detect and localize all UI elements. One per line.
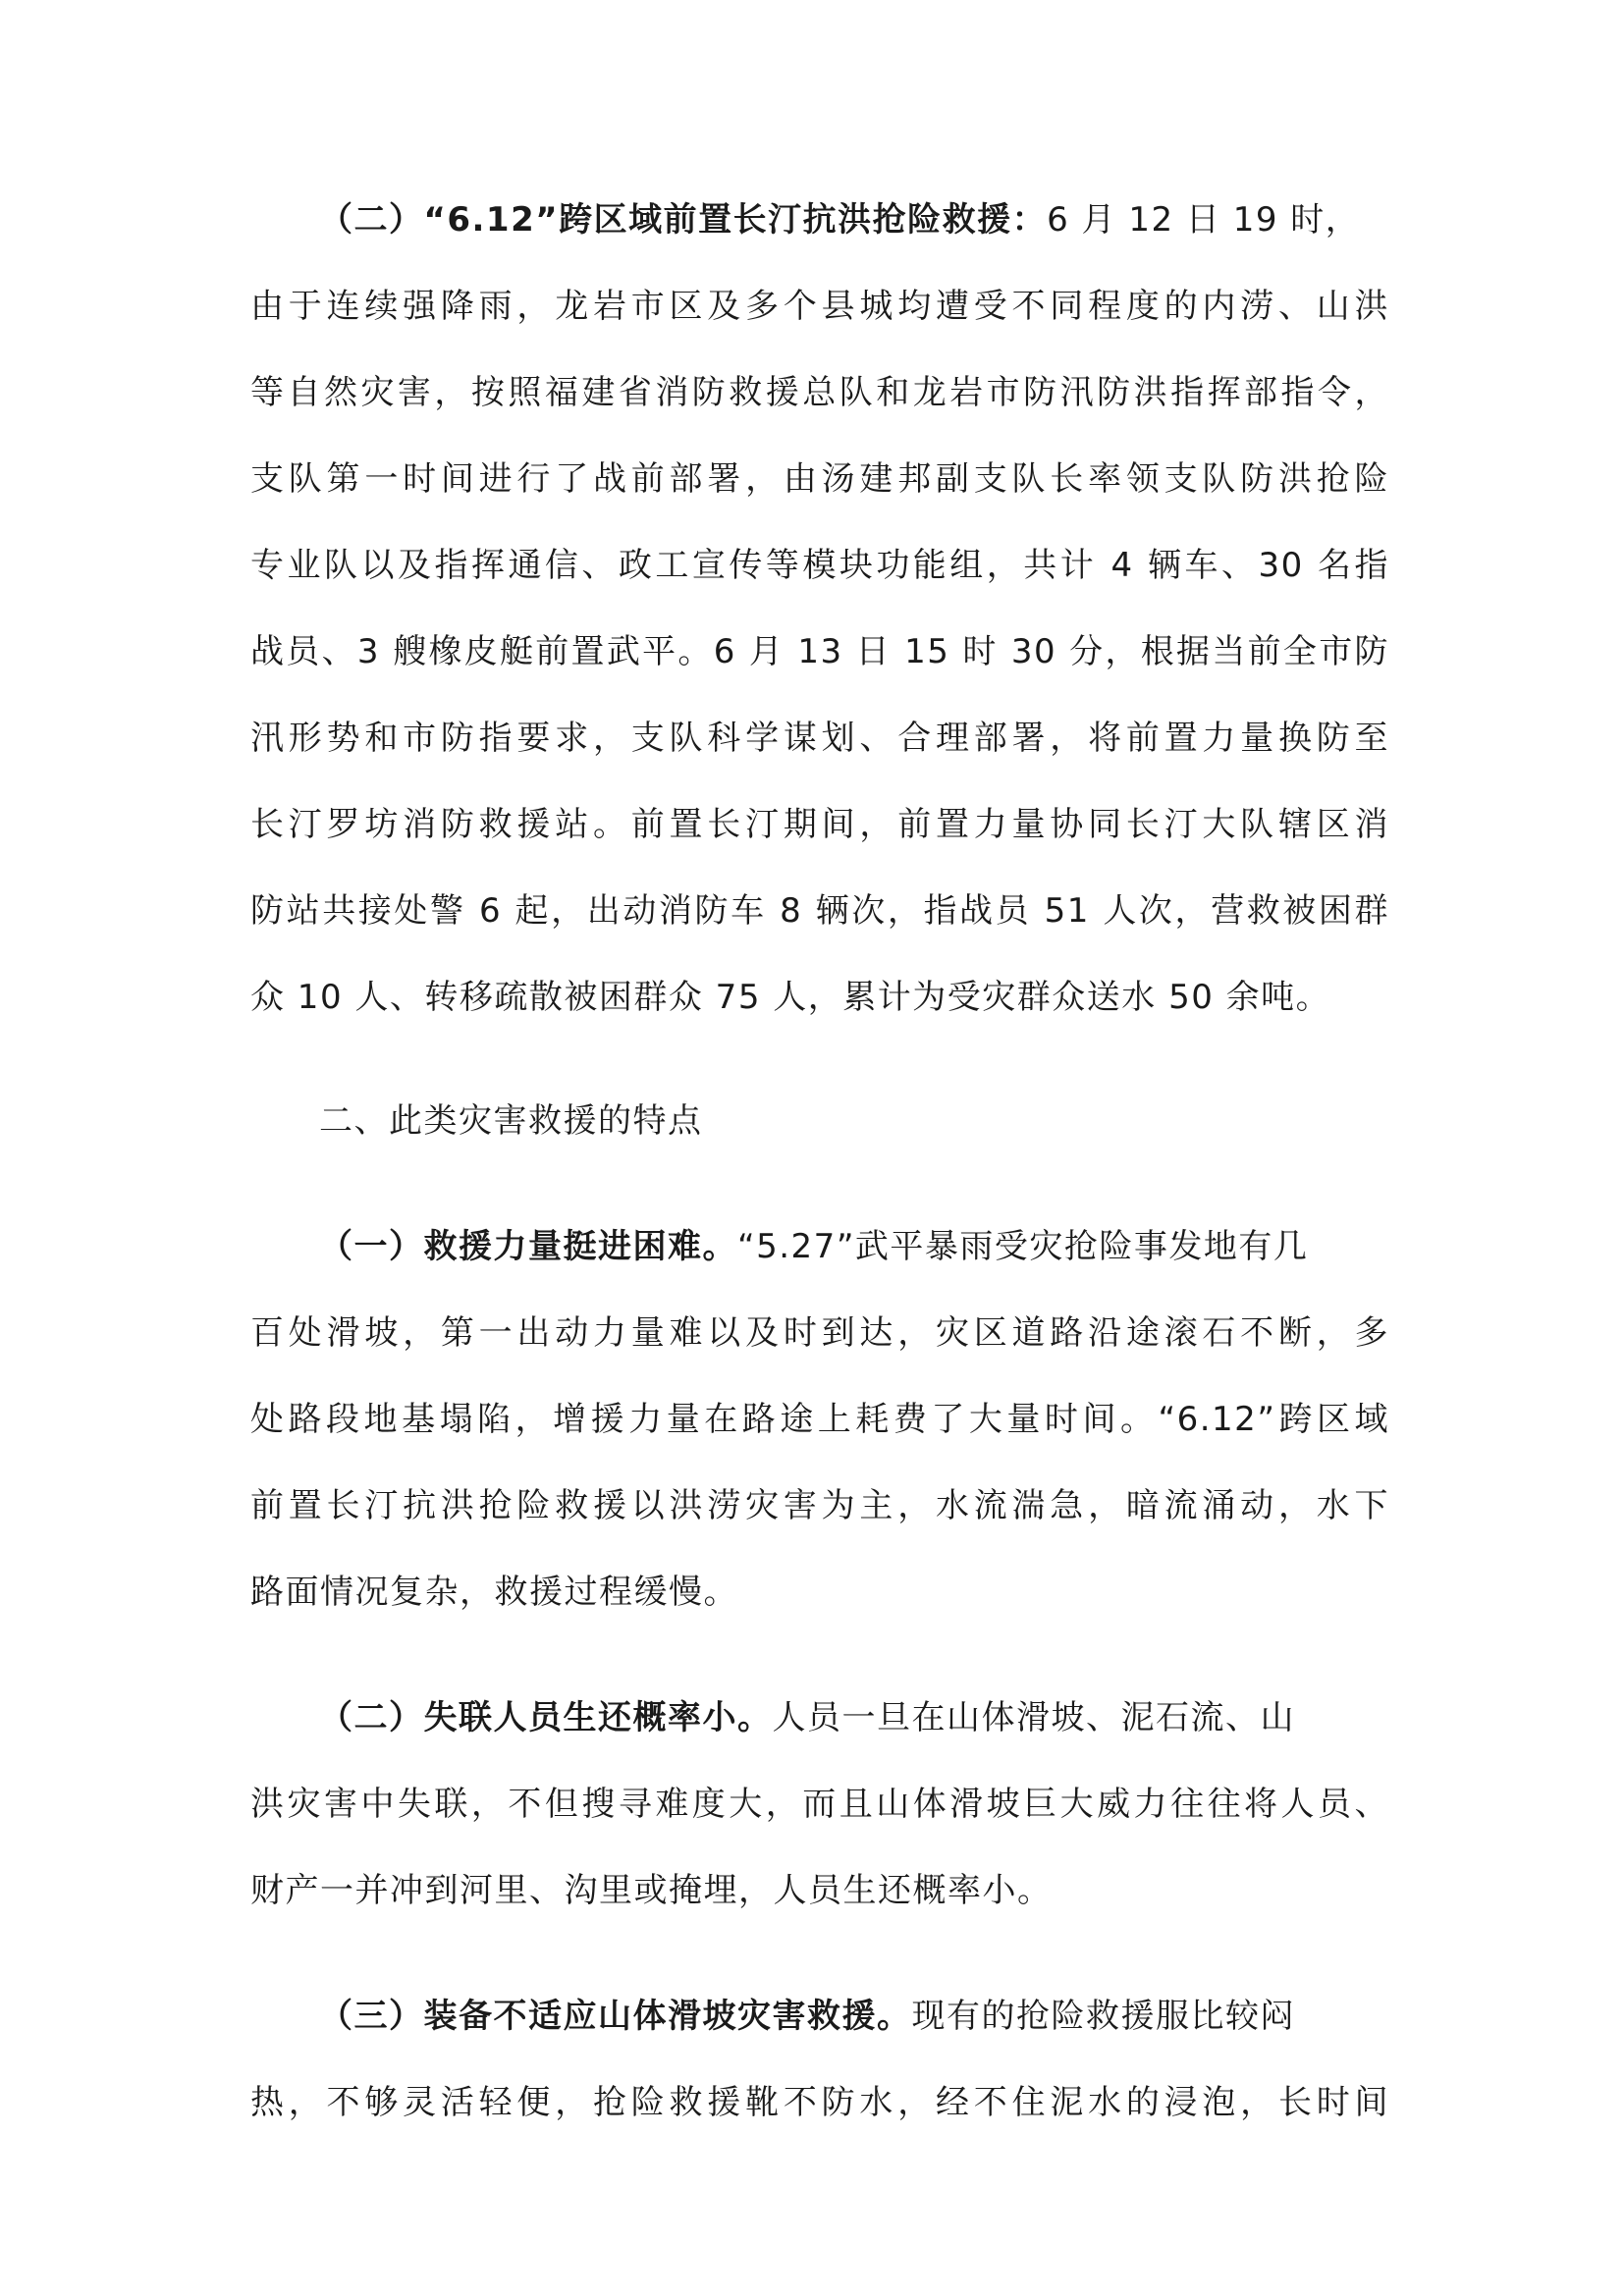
- section-title: 二、此类灾害救援的特点: [319, 1101, 703, 1141]
- paragraph-line: 洪灾害中失联，不但搜寻难度大，而且山体滑坡巨大威力往往将人员、: [250, 1785, 1389, 1824]
- paragraph-line: 路面情况复杂，救援过程缓慢。: [250, 1573, 738, 1612]
- line-text: “5.27”武平暴雨受灾抢险事发地有几: [737, 1227, 1309, 1266]
- paragraph-line: 支队第一时间进行了战前部署，由汤建邦副支队长率领支队防洪抢险: [250, 459, 1389, 499]
- paragraph-line: [319, 1696, 1458, 1739]
- paragraph-line: 众 10 人、转移疏散被困群众 75 人，累计为受灾群众送水 50 余吨。: [250, 978, 1331, 1017]
- paragraph-line: 热，不够灵活轻便，抢险救援靴不防水，经不住泥水的浸泡，长时间: [250, 2083, 1389, 2122]
- paragraph-line: 汛形势和市防指要求，支队科学谋划、合理部署，将前置力量换防至: [250, 719, 1389, 758]
- line-text: 人员一旦在山体滑坡、泥石流、山: [772, 1698, 1295, 1737]
- paragraph-line: 由于连续强降雨，龙岩市区及多个县城均遭受不同程度的内涝、山洪: [250, 287, 1389, 326]
- paragraph-line: 防站共接处警 6 起，出动消防车 8 辆次，指战员 51 人次，营救被困群: [250, 891, 1389, 931]
- bold-heading: （三）装备不适应山体滑坡灾害救援。: [319, 1997, 912, 2036]
- paragraph-line: 战员、3 艘橡皮艇前置武平。6 月 13 日 15 时 30 分，根据当前全市防: [250, 632, 1389, 671]
- paragraph-line: [319, 1225, 1458, 1268]
- paragraph-line: 等自然灾害，按照福建省消防救援总队和龙岩市防汛防洪指挥部指令，: [250, 373, 1389, 412]
- paragraph-line: 财产一并冲到河里、沟里或掩埋，人员生还概率小。: [250, 1871, 1053, 1910]
- line-text: 6 月 12 日 19 时，: [1047, 200, 1361, 240]
- paragraph-line: [319, 198, 1458, 241]
- paragraph-line: 专业队以及指挥通信、政工宣传等模块功能组，共计 4 辆车、30 名指: [250, 546, 1389, 585]
- paragraph-line: 百处滑坡，第一出动力量难以及时到达，灾区道路沿途滚石不断，多: [250, 1313, 1389, 1353]
- bold-heading: （二）“6.12”跨区域前置长汀抗洪抢险救援：: [319, 200, 1048, 240]
- bold-heading: （二）失联人员生还概率小。: [319, 1698, 773, 1737]
- line-text: 现有的抢险救援服比较闷: [911, 1997, 1295, 2036]
- paragraph-line: 前置长汀抗洪抢险救援以洪涝灾害为主，水流湍急，暗流涌动，水下: [250, 1486, 1389, 1525]
- paragraph-line: [319, 1995, 1458, 2038]
- bold-heading: （一）救援力量挺进困难。: [319, 1227, 737, 1266]
- paragraph-line: 长汀罗坊消防救援站。前置长汀期间，前置力量协同长汀大队辖区消: [250, 805, 1389, 844]
- paragraph-line: 处路段地基塌陷，增援力量在路途上耗费了大量时间。“6.12”跨区域: [250, 1400, 1389, 1439]
